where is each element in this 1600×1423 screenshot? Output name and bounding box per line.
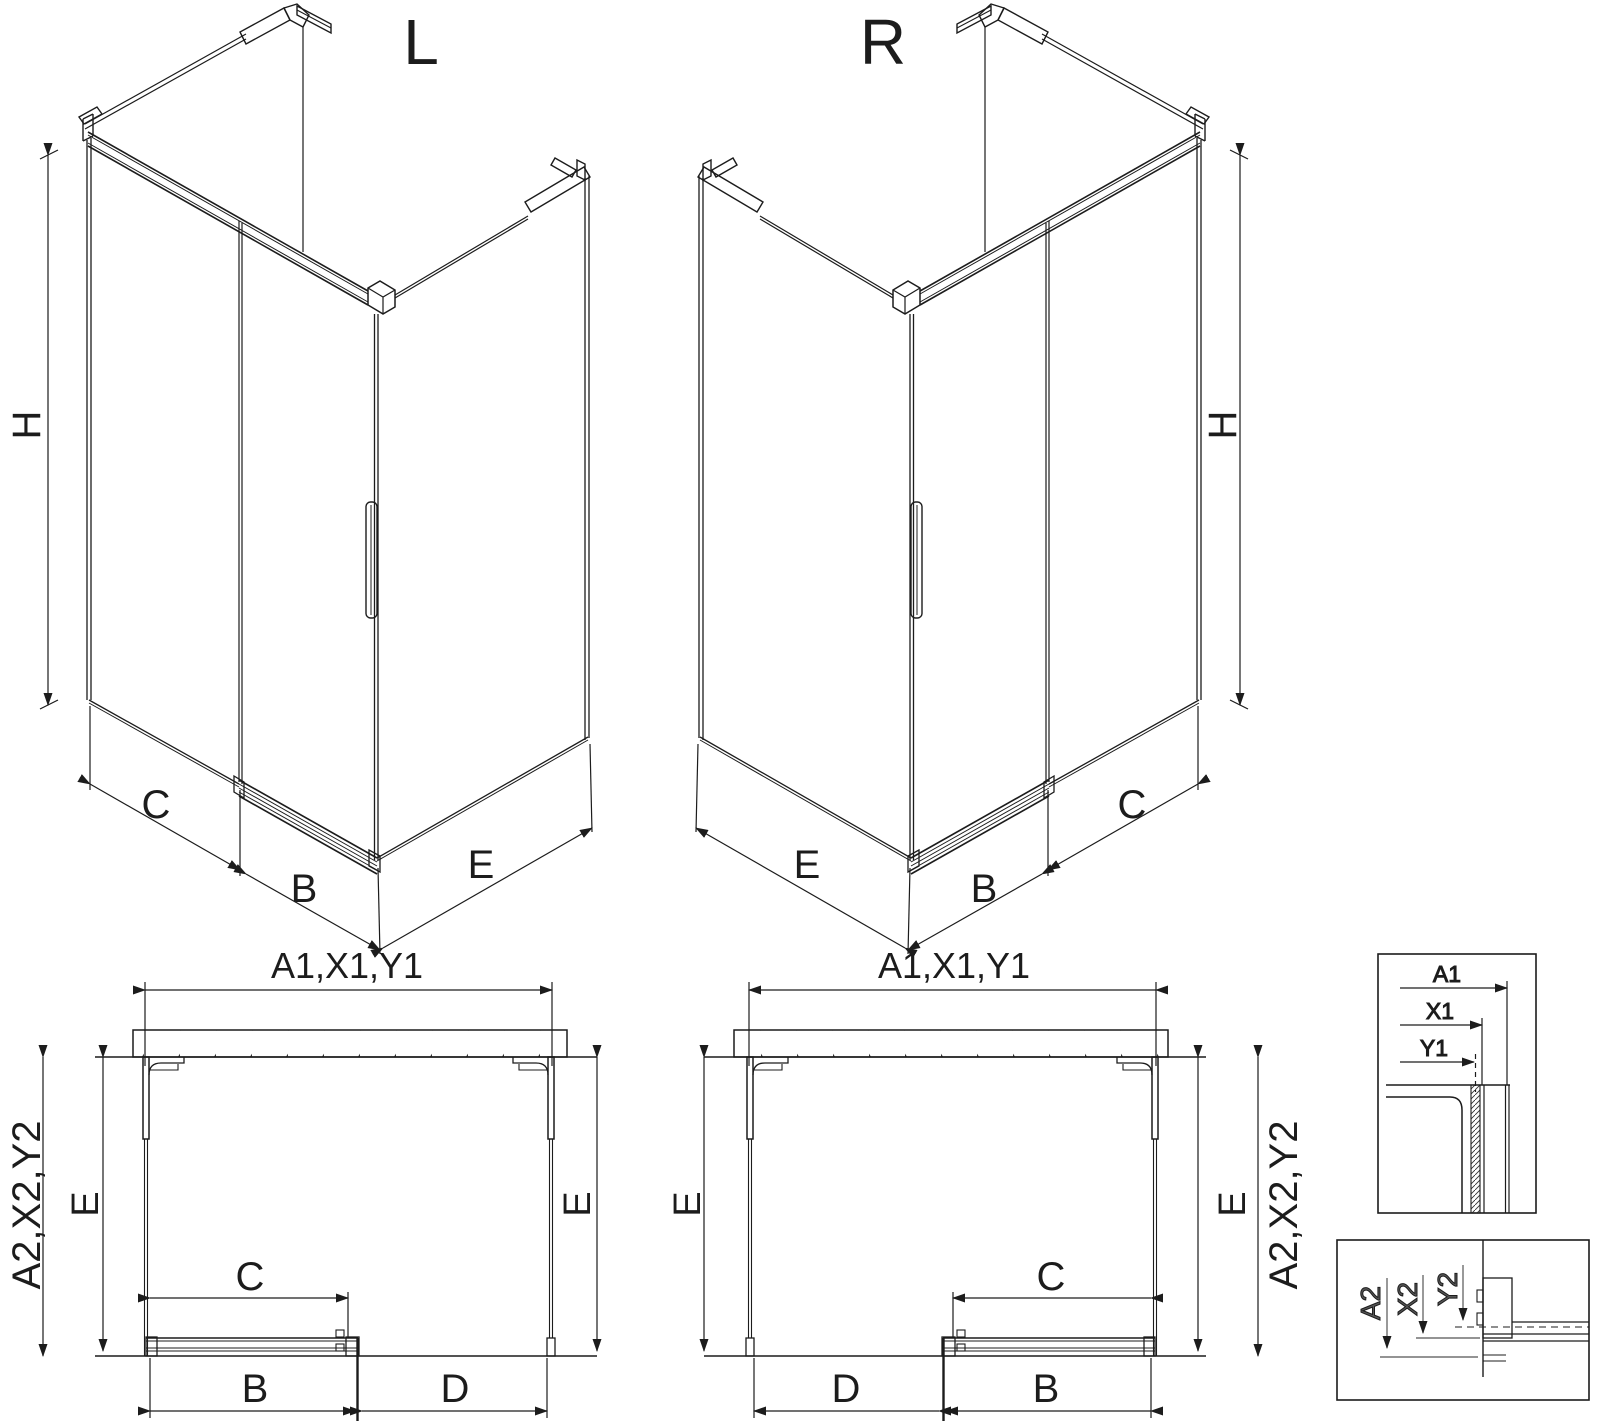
plan-left-geometry [43,982,597,1421]
plan-view-left [5,945,599,1421]
plan-right-dim-b: B [1032,1367,1060,1411]
detail-dim-x2: X2 [1392,1281,1423,1317]
detail-glass-section [1378,954,1536,1213]
plan-right-dim-d: D [831,1367,861,1411]
plan-left-dim-b: B [241,1367,269,1411]
plan-view-right [667,945,1306,1421]
iso-right-geometry [696,4,1248,954]
plan-left-dim-e-right: E [557,1191,599,1217]
plan-right-geometry [704,982,1258,1421]
plan-right-dim-side: A2,X2,Y2 [1262,1120,1306,1290]
plan-left-dim-side: A2,X2,Y2 [5,1120,49,1290]
plan-left-dim-top: A1,X1,Y1 [270,945,424,986]
detail-dim-a2: A2 [1355,1285,1386,1321]
iso-view-right [696,4,1248,954]
dim-label-c-right: C [1117,783,1147,827]
dim-label-h-left: H [5,410,49,440]
detail-rail-section [1337,1240,1589,1400]
plan-right-dim-top: A1,X1,Y1 [877,945,1031,986]
dim-label-h-right: H [1201,410,1245,440]
dim-label-e-left: E [467,843,495,887]
plan-left-dim-c: C [235,1255,265,1299]
detail-dim-y2: Y2 [1432,1271,1463,1307]
view-label-left: L [403,6,439,78]
plan-right-dim-e-right: E [1212,1191,1254,1217]
iso-left-geometry [40,4,592,954]
detail-dim-x1: X1 [1425,998,1455,1024]
plan-right-dim-c: C [1036,1255,1066,1299]
detail-dim-y1: Y1 [1419,1035,1449,1061]
dim-label-e-right: E [793,843,821,887]
plan-right-dim-e-left: E [667,1191,709,1217]
detail-glass-frame [1378,954,1536,1213]
detail-dim-a1: A1 [1432,961,1462,987]
dim-label-c-left: C [141,783,171,827]
view-label-right: R [859,6,907,78]
plan-left-dim-e-left: E [65,1191,107,1217]
dim-label-b-right: B [970,867,998,911]
iso-view-left [5,4,592,954]
dim-label-b-left: B [290,867,318,911]
plan-left-dim-d: D [440,1367,470,1411]
